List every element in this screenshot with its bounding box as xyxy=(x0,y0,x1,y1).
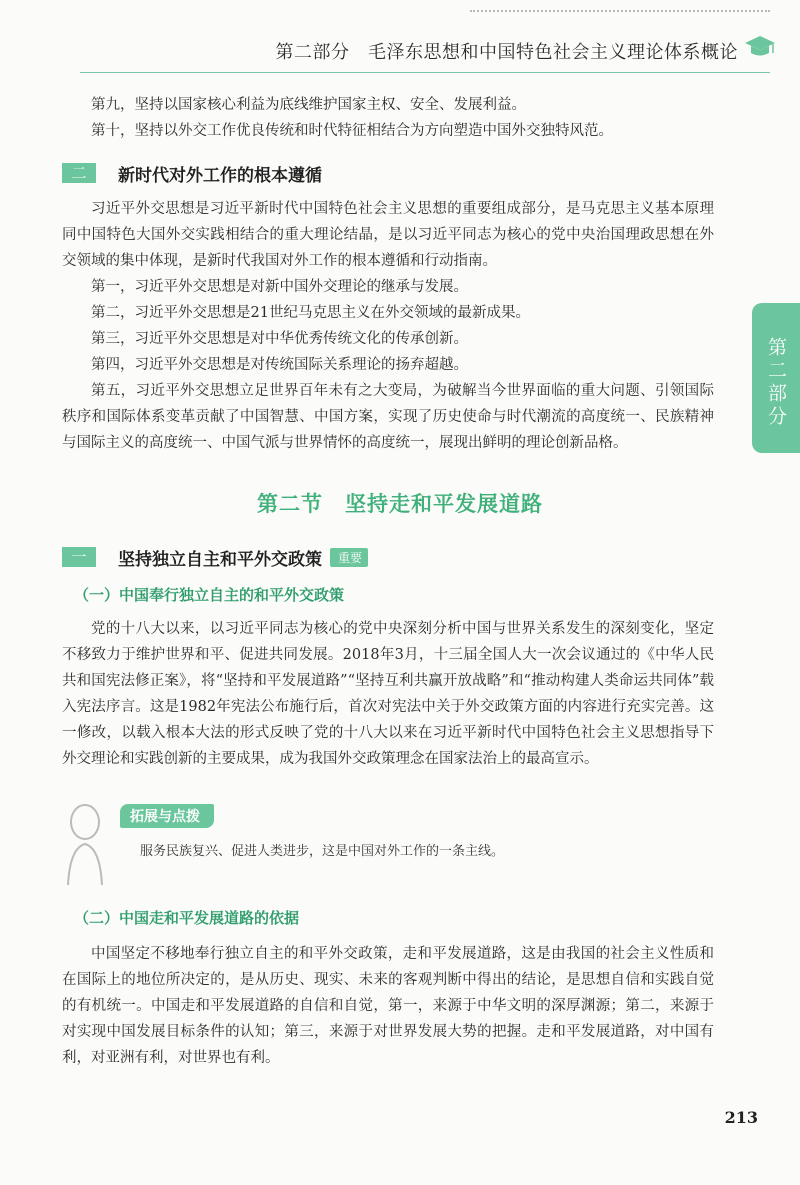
header-divider xyxy=(80,72,770,73)
section-title: 新时代对外工作的根本遵循 xyxy=(118,165,322,186)
list-item: 第四，习近平外交思想是对传统国际关系理论的扬弃超越。 xyxy=(91,357,468,373)
top-scan-strip xyxy=(470,10,770,22)
page-number: 213 xyxy=(724,1108,758,1127)
running-header-title: 第二部分 毛泽东思想和中国特色社会主义理论体系概论 xyxy=(275,42,738,63)
list-item: 第三，习近平外交思想是对中华优秀传统文化的传承创新。 xyxy=(91,331,468,347)
subsection-two xyxy=(62,905,714,1071)
point-ten: 第十，坚持以外交工作优良传统和时代特征相结合为方向塑造中国外交独特风范。 xyxy=(91,123,613,139)
importance-badge: 重要 xyxy=(330,548,368,567)
list-item: 第二，习近平外交思想是21世纪马克思主义在外交领域的最新成果。 xyxy=(91,305,530,321)
point-nine: 第九，坚持以国家核心利益为底线维护国家主权、安全、发展利益。 xyxy=(91,97,526,113)
section-one xyxy=(62,542,714,772)
section-paragraph: 党的十八大以来，以习近平同志为核心的党中央深刻分析中国与世界关系发生的深刻变化，坚定不移致力于维护世界和平、促进共同发展。2018年3月，十三届全国人大一次会议通过的《中华人民共和国宪法修正案》，将“坚持和平发展道路”“坚持互利共赢开放战略”和“推动构建人类命运共同体”载入宪法序言。这是1982年宪法公布施行后，首次对宪法中关于外交政策方面的内容进行充实完善。这一修改，以载入根本大法的形式反映了党的十八大以来在习近平新时代中国特色社会主义思想指导下外交理论和实践创新的主要成果，成为我国外交政策理念在国家法治上的最高宣示。 xyxy=(62,621,714,767)
graduation-cap-icon xyxy=(744,34,776,60)
tip-text: 服务民族复兴、促进人类进步，这是中国对外工作的一条主线。 xyxy=(140,844,505,859)
intro-block xyxy=(62,92,714,144)
section-number: 二 xyxy=(62,163,96,183)
chapter-title: 第二节 坚持走和平发展道路 xyxy=(257,492,543,516)
section-heading xyxy=(62,542,714,572)
scholar-figure-icon xyxy=(60,800,110,885)
subsection-heading: （一）中国奉行独立自主的和平外交政策 xyxy=(74,586,345,604)
side-tab-part-two: 第二部分 xyxy=(752,303,800,453)
section-title: 坚持独立自主和平外交政策 xyxy=(118,549,322,570)
section-paragraph: 中国坚定不移地奉行独立自主的和平外交政策，走和平发展道路，这是由我国的社会主义性质和在国际上的地位所决定的，是从历史、现实、未来的客观判断中得出的结论，是思想自信和实践自觉的有机统一。中国走和平发展道路的自信和自觉，第一，来源于中华文明的深厚渊源；第二，来源于对实现中国发展目标条件的认知；第三，来源于对世界发展大势的把握。走和平发展道路，对中国有利，对亚洲有利，对世界也有利。 xyxy=(62,946,714,1066)
section-heading xyxy=(62,158,714,188)
list-item: 第五，习近平外交思想立足世界百年未有之大变局，为破解当今世界面临的重大问题、引领国际秩序和国际体系变革贡献了中国智慧、中国方案，实现了历史使命与时代潮流的高度统一、民族精神与国际主义的高度统一、中国气派与世界情怀的高度统一，展现出鲜明的理论创新品格。 xyxy=(62,383,714,451)
tip-tag: 拓展与点拨 xyxy=(120,804,214,828)
tip-box xyxy=(60,800,720,890)
list-item: 第一，习近平外交思想是对新中国外交理论的继承与发展。 xyxy=(91,279,468,295)
section-two xyxy=(62,158,714,456)
section-paragraph: 习近平外交思想是习近平新时代中国特色社会主义思想的重要组成部分，是马克思主义基本原理同中国特色大国外交实践相结合的重大理论结晶，是以习近平同志为核心的党中央治国理政思想在外交领域的集中体现，是新时代我国对外工作的根本遵循和行动指南。 xyxy=(62,201,714,269)
subsection-heading: （二）中国走和平发展道路的依据 xyxy=(74,909,300,927)
section-number: 一 xyxy=(62,547,96,567)
